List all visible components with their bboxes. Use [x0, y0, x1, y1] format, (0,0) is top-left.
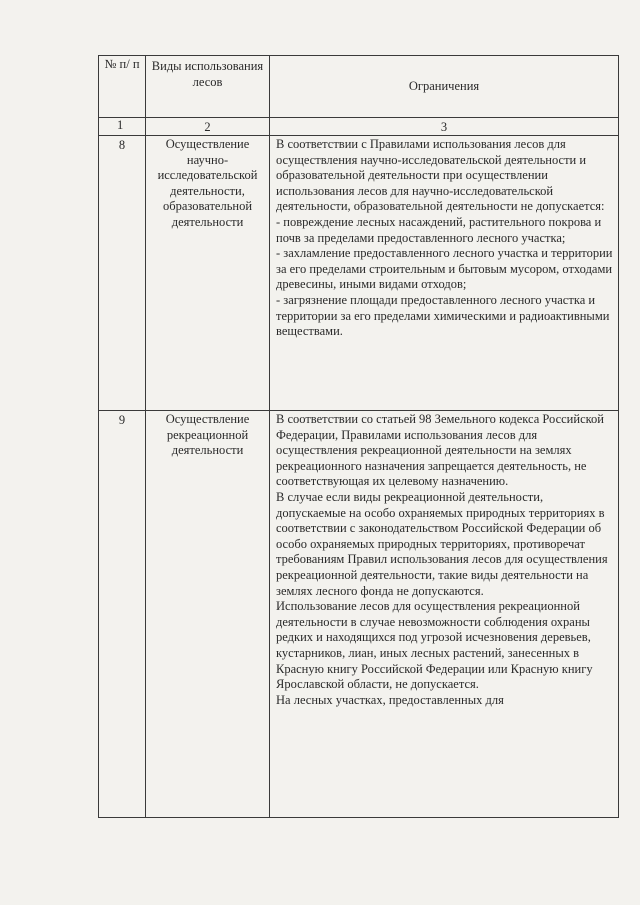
paragraph: Использование лесов для осуществления рекреационной деятельности в случае невозможности соблюдения охраны редких и находящихся под угрозой исчезновения деревьев, кустарников, лиан, иных лесных растений, занесенных в Красную книгу Российской Федерации или Красную книгу Ярославской области, не допускается.	[276, 599, 593, 692]
header-number: № п/ п	[99, 56, 146, 118]
row-number: 9	[99, 411, 146, 818]
paragraph: - захламление предоставленного лесного участка и территории за его пределами строительным и бытовым мусором, отходами древесины, иными видами отходов;	[276, 246, 613, 292]
usage-kind: Осуществление рекреационной деятельности	[146, 411, 270, 818]
restrictions-table	[98, 55, 619, 818]
table-row	[99, 411, 619, 818]
index-cell-1: 1	[99, 118, 146, 136]
paragraph: В случае если виды рекреационной деятельности, допускаемые на особо охраняемых природных территориях в соответствии с законодательством Российской Федерации об особо охраняемых природных территориях, противоречат требованиям Правил использования лесов для осуществления рекреационной деятельности, такие виды деятельности на землях лесного фонда не допускаются.	[276, 489, 608, 598]
index-cell-3: 3	[270, 118, 619, 136]
table-row	[99, 136, 619, 411]
restrictions-text	[270, 136, 619, 411]
index-row	[99, 118, 619, 136]
index-cell-2: 2	[146, 118, 270, 136]
paragraph: - загрязнение площади предоставленного лесного участка и территории за его пределами химическими и радиоактивными веществами.	[276, 292, 610, 339]
paragraph: В соответствии с Правилами использования лесов для осуществления научно-исследовательской деятельности и образовательной деятельности при осуществлении использования лесов для научно-исследовательской деятельности, образовательной деятельности не допускается:	[276, 137, 605, 214]
paragraph: - повреждение лесных насаждений, растительного покрова и почв за пределами предоставленного лесного участка;	[276, 214, 602, 245]
row-number: 8	[99, 136, 146, 411]
paragraph: На лесных участках, предоставленных для	[276, 692, 504, 707]
header-restrictions: Ограничения	[270, 56, 619, 118]
paragraph: В соответствии со статьей 98 Земельного кодекса Российской Федерации, Правилами использования лесов для осуществления рекреационной деятельности на землях рекреационного назначения запрещается деятельность, не соответствующая их целевому назначению.	[276, 412, 604, 489]
restrictions-text	[270, 411, 619, 818]
header-kind: Виды использования лесов	[146, 56, 270, 118]
usage-kind: Осуществление научно-исследовательской деятельности, образовательной деятельности	[146, 136, 270, 411]
header-row	[99, 56, 619, 118]
